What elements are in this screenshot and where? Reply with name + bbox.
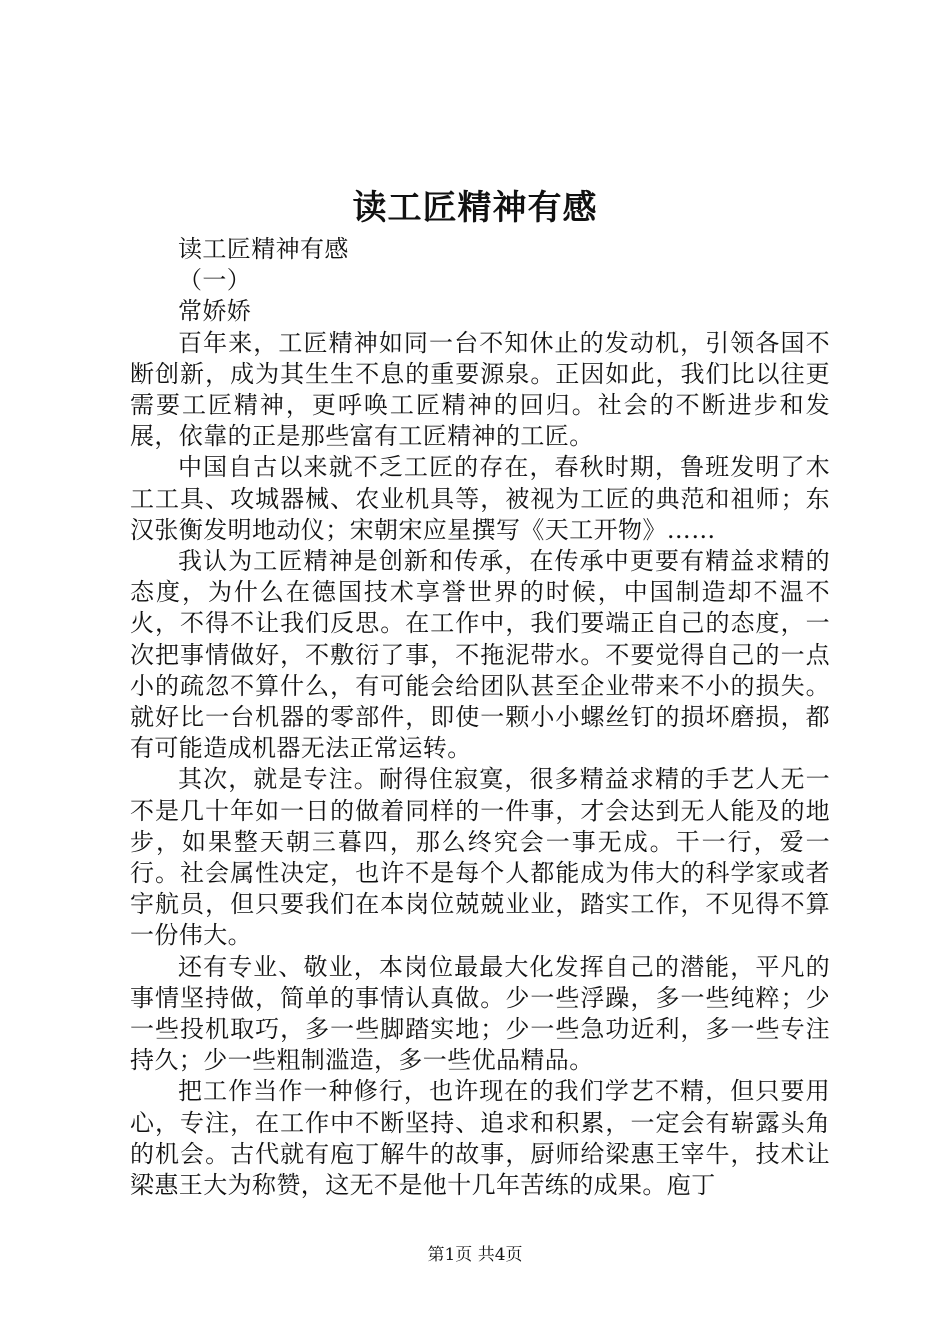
subtitle-paragraph: 读工匠精神有感	[178, 235, 349, 263]
body-paragraph: 中国自古以来就不乏工匠的存在，春秋时期，鲁班发明了木工工具、攻城器械、农业机具等，被视为工匠的典范和祖师；东汉张衡发明地动仪；宋朝宋应星撰写《天工开物》……	[130, 453, 830, 544]
document-title: 读工匠精神有感	[352, 188, 598, 228]
document-body	[130, 234, 830, 1201]
body-paragraph: 其次，就是专注。耐得住寂寞，很多精益求精的手艺人无一不是几十年如一日的做着同样的一件事，才会达到无人能及的地步，如果整天朝三暮四，那么终究会一事无成。干一行，爱一行。社会属性决定，也许不是每个人都能成为伟大的科学家或者宇航员，但只要我们在本岗位兢兢业业，踏实工作，不见得不算一份伟大。	[130, 765, 830, 950]
body-paragraph: 百年来，工匠精神如同一台不知休止的发动机，引领各国不断创新，成为其生生不息的重要源泉。正因如此，我们比以往更需要工匠精神，更呼唤工匠精神的回归。社会的不断进步和发展，依靠的正是那些富有工匠精神的工匠。	[130, 328, 830, 451]
body-paragraph: 我认为工匠精神是创新和传承，在传承中更要有精益求精的态度，为什么在德国技术享誉世界的时候，中国制造却不温不火，不得不让我们反思。在工作中，我们要端正自己的态度，一次把事情做好，不敷衍了事，不拖泥带水。不要觉得自己的一点小的疏忽不算什么，有可能会给团队甚至企业带来不小的损失。就好比一台机器的零部件，即使一颗小小螺丝钉的损坏磨损，都有可能造成机器无法正常运转。	[130, 547, 830, 763]
body-paragraph: 还有专业、敬业，本岗位最最大化发挥自己的潜能，平凡的事情坚持做，简单的事情认真做。少一些浮躁，多一些纯粹；少一些投机取巧，多一些脚踏实地；少一些急功近利，多一些专注持久；少一些粗制滥造，多一些优品精品。	[130, 952, 830, 1075]
page-footer: 第1页 共4页	[427, 1245, 523, 1265]
body-paragraph: 把工作当作一种修行，也许现在的我们学艺不精，但只要用心，专注，在工作中不断坚持、追求和积累，一定会有崭露头角的机会。古代就有庖丁解牛的故事，厨师给梁惠王宰牛，技术让梁惠王大为称赞，这无不是他十几年苦练的成果。庖丁	[130, 1077, 830, 1200]
author-paragraph: 常娇娇	[178, 297, 252, 326]
section-number-paragraph: （一）	[178, 266, 252, 295]
